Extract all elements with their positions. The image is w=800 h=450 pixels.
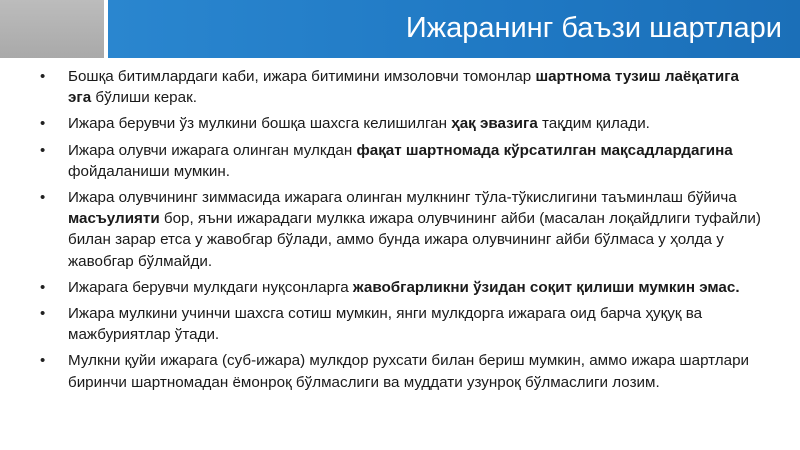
bullet-text: Ижара олувчи ижарага олинган мулкдан <box>68 141 357 159</box>
bullet-text: Ижара мулкини учинчи шахсга сотиш мумкин, янги мулкдорга ижарага оид барча ҳуқуқ ва мажбуриятлар ўтади. <box>68 305 703 344</box>
bullet-text: тақдим қилади. <box>537 115 650 133</box>
bullet-icon: • <box>40 278 46 296</box>
bullet-item <box>40 187 765 272</box>
bullet-icon: • <box>40 115 46 133</box>
bullet-item <box>40 113 765 134</box>
bullet-text: Ижарага берувчи мулкдаги нуқсонларга <box>68 278 353 296</box>
bullet-item <box>40 140 765 182</box>
bullet-emphasis: фақат шартномада кўрсатилган мақсадлардагина <box>356 141 733 159</box>
bullet-icon: • <box>40 305 46 323</box>
bullet-emphasis: жавобгарликни ўзидан соқит қилиши мумкин эмас. <box>352 278 740 296</box>
bullet-text: Мулкни қуйи ижарага (суб-ижара) мулкдор рухсати билан бериш мумкин, аммо ижара шартлари биринчи шартномадан ёмонроқ бўлмаслиги ва муддати узунроқ бўлмаслиги лозим. <box>68 352 750 391</box>
bullet-item <box>40 277 765 298</box>
bullet-icon: • <box>40 189 46 207</box>
bullet-item <box>40 66 765 108</box>
bullet-text: Бошқа битимлардаги каби, ижара битимини имзоловчи томонлар <box>68 68 536 85</box>
bullet-text: бор, яъни ижарадаги мулкка ижара олувчининг айби (масалан лоқайдлиги туфайли) билан зарар етса у жавобгар бўлади, аммо бунда ижара олувчининг айби бўлмаса у ҳолда у жавобгар бўлмайди. <box>68 210 761 270</box>
bullet-icon: • <box>40 141 46 159</box>
bullet-emphasis: масъулияти <box>68 210 160 228</box>
bullet-text: Ижара берувчи ўз мулкини бошқа шахсга келишилган <box>68 115 452 133</box>
bullet-text: фойдаланиши мумкин. <box>68 162 231 180</box>
bullet-text: Ижара олувчининг зиммасида ижарага олинган мулкнинг тўла-тўкислигини таъминлаш бўйича <box>68 189 737 207</box>
bullet-emphasis: шартнома тузиш лаёқатига эга <box>68 68 739 107</box>
bullet-list <box>40 66 765 398</box>
bullet-emphasis: ҳақ эвазига <box>451 115 538 133</box>
title-bar <box>108 0 800 58</box>
bullet-item <box>40 303 765 345</box>
bullet-item <box>40 350 765 392</box>
accent-block <box>0 0 104 58</box>
bullet-icon: • <box>40 352 46 370</box>
bullet-icon: • <box>40 68 46 85</box>
slide-title: Ижаранинг баъзи шартлари <box>405 12 782 44</box>
bullet-text: бўлиши керак. <box>91 89 197 107</box>
